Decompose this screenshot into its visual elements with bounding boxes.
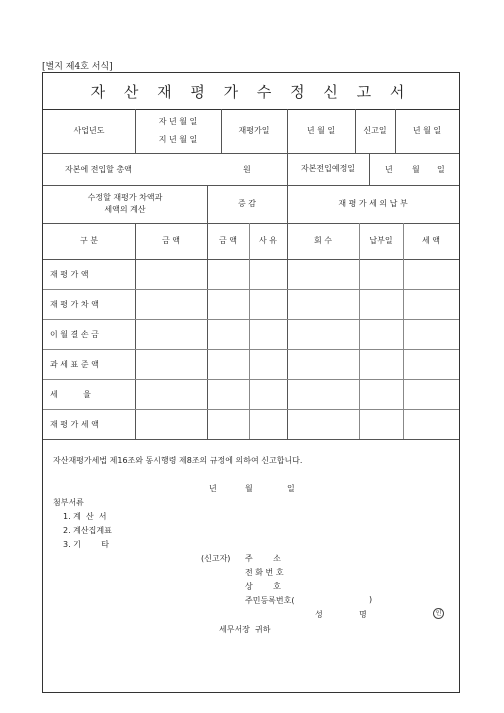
table-header-due-date: 납부일 <box>369 236 393 245</box>
table-header-installment: 회 수 <box>314 236 332 245</box>
day-unit: 일 <box>437 165 445 174</box>
seal-mark <box>433 608 444 619</box>
table-header-amount: 금 액 <box>162 236 180 245</box>
capital-total-label: 자본에 전입할 총액 <box>65 165 132 174</box>
table-column-line <box>249 223 250 439</box>
won-unit: 원 <box>243 165 251 174</box>
attachment-item: 3. 기 타 <box>63 540 109 549</box>
recipient-text: 세무서장 귀하 <box>219 625 271 634</box>
revaluation-date-label: 재평가일 <box>238 126 270 135</box>
table-column-line <box>287 223 288 439</box>
table-column-line <box>403 223 404 439</box>
form-title: 자 산 재 평 가 수 정 신 고 서 <box>90 82 412 101</box>
reporter-trade-name: 상 호 <box>245 582 281 591</box>
revaluation-date-field[interactable]: 년 월 일 <box>306 126 336 135</box>
table-header-reason: 사 유 <box>259 236 277 245</box>
table-row-label: 재 평 가 차 액 <box>50 299 99 309</box>
report-date-label: 신고일 <box>363 126 387 135</box>
date-line-year: 년 <box>209 484 217 493</box>
table-column-line <box>135 223 136 439</box>
to-date-field[interactable]: 지 년 월 일 <box>158 135 198 144</box>
table-row-label: 이 월 결 손 금 <box>50 329 99 339</box>
seal-icon: 인 <box>433 608 444 619</box>
table-bottom-line <box>43 439 459 440</box>
table-header-tax-amount: 세 액 <box>422 236 440 245</box>
statement-text: 자산재평가세법 제16조와 동시행령 제8조의 규정에 의하여 신고합니다. <box>53 456 303 465</box>
table-row-line <box>43 409 459 410</box>
row1-bottom-line <box>43 153 459 154</box>
correction-label: 수정할 재평가 차액과 세액의 계산 <box>87 193 163 214</box>
year-unit: 년 <box>385 165 393 174</box>
reporter-name-2: 명 <box>359 610 367 619</box>
row2-divider <box>369 153 370 185</box>
form-frame <box>42 72 460 693</box>
table-row-label: 세 율 <box>50 389 91 399</box>
reporter-label: (신고자) <box>201 554 231 563</box>
tax-payment-label: 재 평 가 세 의 납 부 <box>338 199 408 208</box>
table-column-line <box>359 223 360 439</box>
table-row-label: 재 평 가 세 액 <box>50 419 99 429</box>
month-unit: 월 <box>412 165 420 174</box>
capital-schedule-label: 자본전입예정일 <box>300 164 356 173</box>
table-row-label: 재 평 가 액 <box>50 269 89 279</box>
reporter-name-1: 성 <box>315 610 323 619</box>
reporter-resident-no-close: ) <box>369 595 373 604</box>
attachments-heading: 첨부서류 <box>53 498 84 507</box>
report-date-field[interactable]: 년 월 일 <box>412 126 442 135</box>
reporter-address: 주 소 <box>245 554 281 563</box>
form-caption: [별지 제4호 서식] <box>42 62 113 72</box>
increase-decrease-label: 증 감 <box>238 199 256 208</box>
reporter-phone: 전 화 번 호 <box>245 568 284 577</box>
from-date-field[interactable]: 자 년 월 일 <box>158 117 198 126</box>
date-line-month: 월 <box>245 484 253 493</box>
table-header-change-amount: 금 액 <box>219 236 237 245</box>
reporter-resident-no: 주민등록번호( <box>245 596 295 605</box>
table-column-line <box>207 223 208 439</box>
title-row <box>43 73 459 110</box>
table-header-category: 구 분 <box>80 236 98 245</box>
table-row-label: 과 세 표 준 액 <box>50 359 99 369</box>
business-year-label: 사업년도 <box>73 126 105 135</box>
attachment-item: 1. 계 산 서 <box>63 512 107 521</box>
attachment-item: 2. 계산집계표 <box>63 526 112 535</box>
date-line-day: 일 <box>287 484 295 493</box>
